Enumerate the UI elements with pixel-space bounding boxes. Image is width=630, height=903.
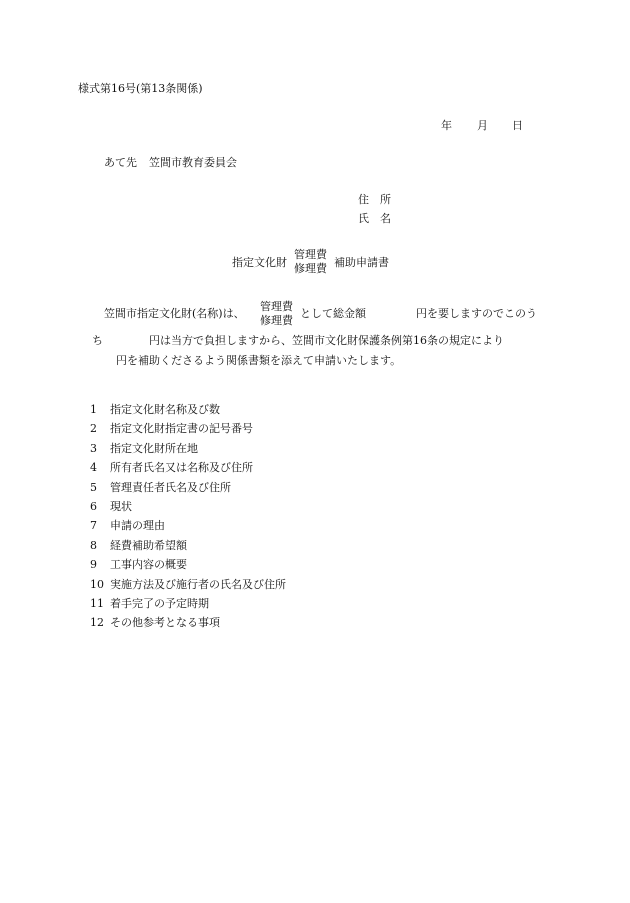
list-item (88, 500, 286, 519)
list-item (88, 519, 286, 538)
list-item (88, 616, 286, 635)
list-item (88, 461, 286, 480)
date-year-label: 年 (441, 119, 452, 132)
item-text: 現状 (110, 499, 132, 513)
item-number: 4 (90, 461, 97, 475)
item-number: 8 (90, 538, 97, 552)
item-number: 2 (90, 422, 97, 436)
item-text: 所有者氏名又は名称及び住所 (110, 461, 253, 475)
title-option-management: 管理費 (294, 248, 327, 261)
title-option-repair: 修理費 (294, 262, 327, 275)
list-item (88, 403, 286, 422)
body-line2-part1: ち (92, 334, 103, 347)
date-month-label: 月 (477, 119, 488, 132)
body-option-stack (260, 300, 293, 328)
list-item (88, 558, 286, 577)
item-text: 工事内容の概要 (110, 558, 187, 572)
title-left: 指定文化財 (232, 256, 287, 269)
item-number: 1 (90, 403, 97, 416)
list-item (88, 422, 286, 441)
item-text: 管理責任者氏名及び住所 (110, 480, 231, 494)
title-option-stack (294, 248, 327, 276)
item-text: 指定文化財所在地 (110, 441, 198, 455)
item-number: 7 (90, 519, 97, 533)
body-option-repair: 修理費 (260, 314, 293, 327)
list-item (88, 539, 286, 558)
body-option-management: 管理費 (260, 300, 293, 313)
body-line1-part3: 円を要しますのでこのう (416, 307, 537, 320)
attachment-item-list (88, 403, 286, 636)
item-number: 6 (90, 499, 97, 513)
addressee-prefix: あて先 (104, 156, 137, 169)
body-line1-part1: 笠間市指定文化財(名称)は、 (104, 307, 245, 320)
body-line3: 円を補助くださるよう関係書類を添えて申請いたします。 (116, 354, 402, 367)
body-line2-part2: 円は当方で負担しますから、笠間市文化財保護条例第16条の規定により (149, 334, 504, 347)
item-number: 5 (90, 480, 97, 494)
list-item (88, 578, 286, 597)
body-line1-part2: として総金額 (300, 307, 366, 320)
date-day-label: 日 (512, 119, 523, 132)
item-text: その他参考となる事項 (110, 616, 220, 630)
item-text: 実施方法及び施行者の氏名及び住所 (110, 577, 286, 591)
list-item (88, 481, 286, 500)
item-number: 11 (90, 596, 104, 610)
item-number: 10 (90, 577, 104, 591)
item-number: 9 (90, 558, 97, 572)
item-text: 申請の理由 (110, 519, 165, 533)
item-text: 経費補助希望額 (110, 538, 187, 552)
item-number: 3 (90, 441, 97, 455)
addressee: 笠間市教育委員会 (149, 156, 237, 169)
list-item (88, 597, 286, 616)
item-text: 指定文化財指定書の記号番号 (110, 422, 253, 436)
item-number: 12 (90, 616, 104, 630)
address-label: 住 所 (358, 193, 391, 206)
title-right: 補助申請書 (334, 256, 389, 269)
item-text: 着手完了の予定時期 (110, 596, 209, 610)
name-label: 氏 名 (358, 212, 391, 225)
item-text: 指定文化財名称及び数 (110, 403, 220, 416)
form-number: 様式第16号(第13条関係) (78, 82, 203, 95)
list-item (88, 442, 286, 461)
